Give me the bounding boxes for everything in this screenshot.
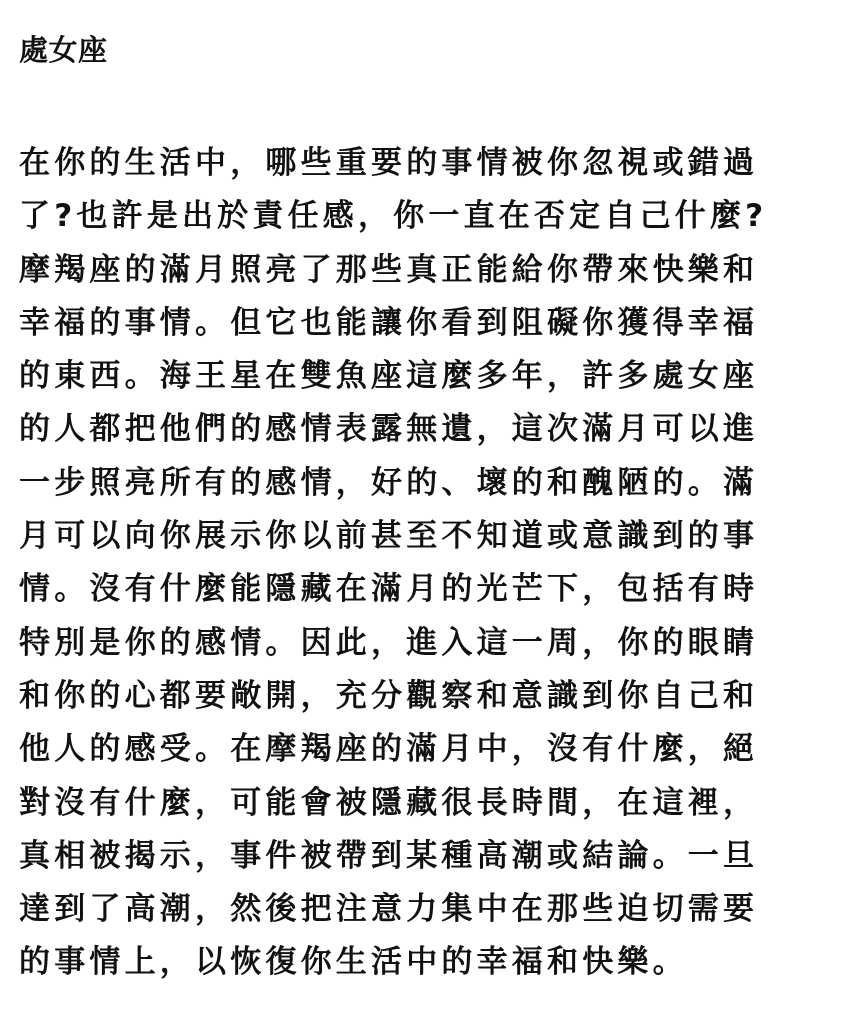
text-line: 的人都把他們的感情表露無遺，這次滿月可以進 xyxy=(19,411,759,448)
text-line: 他人的感受。在摩羯座的滿月中，沒有什麼，絕 xyxy=(19,731,759,768)
text-line: 的東西。海王星在雙魚座這麼多年，許多處女座 xyxy=(19,358,759,395)
text-line: 真相被揭示，事件被帶到某種高潮或結論。一旦 xyxy=(19,837,759,874)
text-line: 在你的生活中，哪些重要的事情被你忽視或錯過 xyxy=(19,145,759,181)
text-line: 的事情上，以恢復你生活中的幸福和快樂。 xyxy=(19,944,688,981)
text-line: 對沒有什麼，可能會被隱藏很長時間，在這裡， xyxy=(19,784,759,821)
text-line: 幸福的事情。但它也能讓你看到阻礙你獲得幸福 xyxy=(19,304,759,341)
text-line: 特別是你的感情。因此，進入這一周，你的眼睛 xyxy=(19,624,759,661)
text-line: 月可以向你展示你以前甚至不知道或意識到的事 xyxy=(19,518,759,555)
text-line: 和你的心都要敞開，充分觀察和意識到你自己和 xyxy=(19,677,759,714)
document-title: 處女座 xyxy=(19,33,108,67)
text-line: 一步照亮所有的感情，好的、壞的和醜陋的。滿 xyxy=(19,464,759,501)
text-line: 了?也許是出於責任感，你一直在否定自己什麼? xyxy=(19,198,768,235)
document-body xyxy=(19,137,834,990)
text-line: 摩羯座的滿月照亮了那些真正能給你帶來快樂和 xyxy=(19,251,759,288)
text-line: 情。沒有什麼能隱藏在滿月的光芒下，包括有時 xyxy=(19,571,759,608)
text-line: 達到了高潮，然後把注意力集中在那些迫切需要 xyxy=(19,891,759,928)
